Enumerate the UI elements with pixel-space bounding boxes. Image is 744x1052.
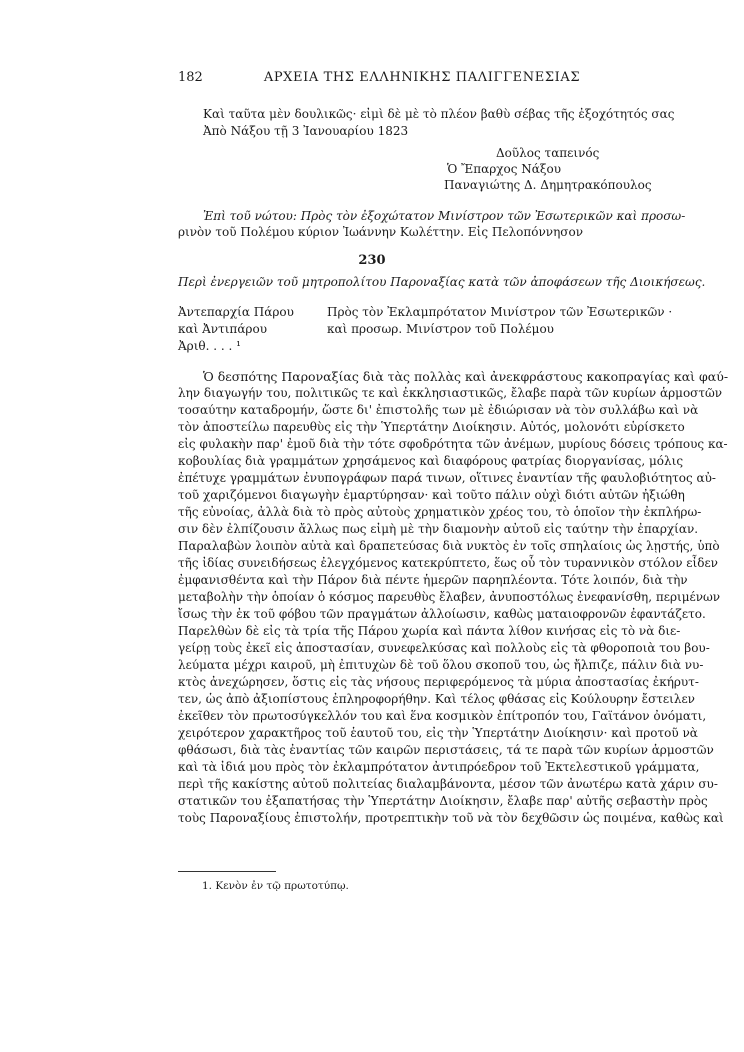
body-line: τὸν ἀποστείλω παρευθὺς εἰς τὴν Ὑπερτάτην Διοίκησιν. Αὐτός, μολονότι εὑρίσκετο [178,420,685,434]
body-line: Ὁ δεσπότης Παροναξίας διὰ τὰς πολλὰς καὶ ἀνεκφράστους κακοπραγίας καὶ φαύ- [203,369,729,384]
recipient-line: καὶ προσωρ. Μινίστρον τοῦ Πολέμου [327,322,554,336]
body-line: τοῦ χαριζόμενοι διαγωγὴν ἐμαρτύρησαν· καὶ τοῦτο πάλιν οὐχὶ διότι αὐτῶν ἠξιώθη [178,488,685,502]
body-line: λην διαγωγήν του, πολιτικῶς τε καὶ ἐκκλησιαστικῶς, ἔλαβε παρὰ τῶν κυρίων ἁρμοστῶν [178,386,723,400]
body-line: τοὺς Παροναξίους ἐπιστολήν, προτρεπτικὴν τοῦ νὰ τὸν δεχθῶσιν ὡς ποιμένα, καθὼς καὶ [178,811,724,825]
signature-line: Παναγιώτης Δ. Δημητρακόπουλος [444,178,652,192]
footnote: 1. Κενὸν ἐν τῷ πρωτοτύπῳ. [202,880,349,892]
address-line: Ἐπὶ τοῦ νώτου: Πρὸς τὸν ἐξοχώτατον Μινίστρον τῶν Ἐσωτερικῶν καὶ προσω- [203,209,686,223]
sender-line: Ἀντεπαρχία Πάρου [178,305,294,319]
body-line: χειρότερον χαρακτῆρος τοῦ ἑαυτοῦ του, εἰς τὴν Ὑπερτάτην Διοίκησιν· καὶ προτοῦ νὰ [178,726,698,740]
body-line: σιν δὲν ἐλπίζουσιν ἄλλως πως εἰμὴ μὲ τὴν διαμονὴν αὐτοῦ εἰς ταύτην τὴν ἐπαρχίαν. [178,522,699,536]
footnote-rule [178,871,276,872]
page-number: 182 [178,70,203,85]
signature-line: Ὁ Ἔπαρχος Νάξου [447,162,562,176]
body-line: κοβουλίας διὰ γραμμάτων χρησάμενος καὶ διαφόρους φατρίας διοργανίσας, μόλις [178,454,684,468]
body-line: τῆς ἰδίας συνειδήσεως ἐλεγχόμενος κατεκρύπτετο, ἕως οὗ τὸν τυραννικὸν στόλον εἶδεν [178,556,718,570]
body-line: μεταβολὴν τὴν ὁποίαν ὁ κόσμος παρευθὺς ἔλαβεν, ἀνυποστόλως ἐνεφανίσθη, περιμένων [178,590,721,604]
body-line: εἰς φυλακὴν παρ' ἐμοῦ διὰ τὴν τότε σφοδρότητα τῶν ἀνέμων, μυρίους δόσεις τρόπους κα- [178,437,728,451]
sender-line: Ἀριθ. . . . ¹ [178,339,241,353]
body-line: γείρῃ τοὺς ἐκεῖ εἰς ἀποστασίαν, συνεφελκύσας καὶ πολλοὺς εἰς τὰ φθοροποιὰ του βου- [178,641,710,655]
date-place-line: Ἀπὸ Νάξου τῇ 3 Ἰανουαρίου 1823 [203,124,409,138]
body-line: τῆς εὐνοίας, ἀλλὰ διὰ τὸ πρὸς αὐτοὺς χρηματικὸν χρέος του, τὸ ὁποῖον τὴν ἐκπλήρω- [178,505,702,519]
closing-line: Καὶ ταῦτα μὲν δουλικῶς· εἰμὶ δὲ μὲ τὸ πλέον βαθὺ σέβας τῆς ἐξοχότητός σας [203,107,675,121]
running-title: ΑΡΧΕΙΑ ΤΗΣ ΕΛΛΗΝΙΚΗΣ ΠΑΛΙΓΓΕΝΕΣΙΑΣ [263,70,581,85]
signature-line: Δοῦλος ταπεινός [496,146,600,160]
running-header [178,70,666,90]
body-line: κτὸς ἀνεχώρησεν, ὅστις εἰς τὰς νήσους περιφερόμενος τὰ μύρια ἀποστασίας ἐκήρυτ- [178,675,699,689]
body-line: ἴσως τὴν ἐκ τοῦ φόβου τῶν πραγμάτων ἀλλοίωσιν, καθὼς ματαιοφρονῶν ἐφαντάζετο. [178,607,706,621]
body-line: τεν, ὡς ἀπὸ ἀξιοπίστους ἐπληροφορήθην. Καὶ τέλος φθάσας εἰς Κούλουρην ἔστειλεν [178,692,695,706]
document-number: 230 [358,253,386,268]
body-line: Παραλαβὼν λοιπὸν αὐτὰ καὶ δραπετεύσας διὰ νυκτὸς ἐν τοῖς σπηλαίοις ὡς λῃστής, ὑπὸ [178,539,720,553]
body-line: λεύματα μέχρι καιροῦ, μὴ ἐπιτυχὼν δὲ τοῦ ὅλου σκοποῦ του, ὡς ἤλπιζε, πάλιν διὰ νυ- [178,658,704,672]
body-line: στατικῶν του ἐξαπατήσας τὴν Ὑπερτάτην Διοίκησιν, ἔλαβε παρ' αὐτῆς σεβαστὴν πρὸς [178,794,708,808]
body-line: καὶ τὰ ἰδιά μου πρὸς τὸν ἐκλαμπρότατον ἀντιπρόεδρον τοῦ Ἐκτελεστικοῦ γράμματα, [178,760,700,774]
body-line: φθάσωσι, διὰ τὰς ἐναντίας τῶν καιρῶν περιστάσεις, τά τε παρὰ τῶν κυρίων ἁρμοστῶν [178,743,714,757]
body-line: τοσαύτην καταδρομήν, ὥστε δι' ἐπιστολῆς των μὲ ἐδιώρισαν νὰ τὸν συλλάβω καὶ νὰ [178,403,699,417]
body-line: ἐμφανισθέντα καὶ τὴν Πάρον διὰ πέντε ἡμερῶν παρηπλέοντα. Τότε λοιπόν, διὰ τὴν [178,573,688,587]
recipient-line: Πρὸς τὸν Ἐκλαμπρότατον Μινίστρον τῶν Ἐσωτερικῶν · [327,305,673,319]
sender-line: καὶ Ἀντιπάρου [178,322,267,336]
body-line: Παρελθὼν δὲ εἰς τὰ τρία τῆς Πάρου χωρία καὶ πάντα λίθον κινήσας εἰς τὸ νὰ διε- [178,624,681,638]
body-line: ἐκεῖθεν τὸν πρωτοσύγκελλόν του καὶ ἕνα κοσμικὸν ἐπίτροπόν του, Γαϊτάνον ὀνόματι, [178,709,707,723]
address-line: ρινὸν τοῦ Πολέμου κύριον Ἰωάννην Κωλέττην. Εἰς Πελοπόννησον [178,225,583,239]
document-title: Περὶ ἐνεργειῶν τοῦ μητροπολίτου Παροναξίας κατὰ τῶν ἀποφάσεων τῆς Διοικήσεως. [178,275,706,289]
body-line: περὶ τῆς κακίστης αὐτοῦ πολιτείας διαλαμβάνοντα, μέσον τῶν ἀνωτέρω κατὰ χάριν συ- [178,777,718,791]
body-line: ἐπέτυχε γραμμάτων ἐνυπογράφων παρά τινων, οἵτινες ἐναντίαν τῆς φαυλοβιότητος αὐ- [178,471,716,485]
